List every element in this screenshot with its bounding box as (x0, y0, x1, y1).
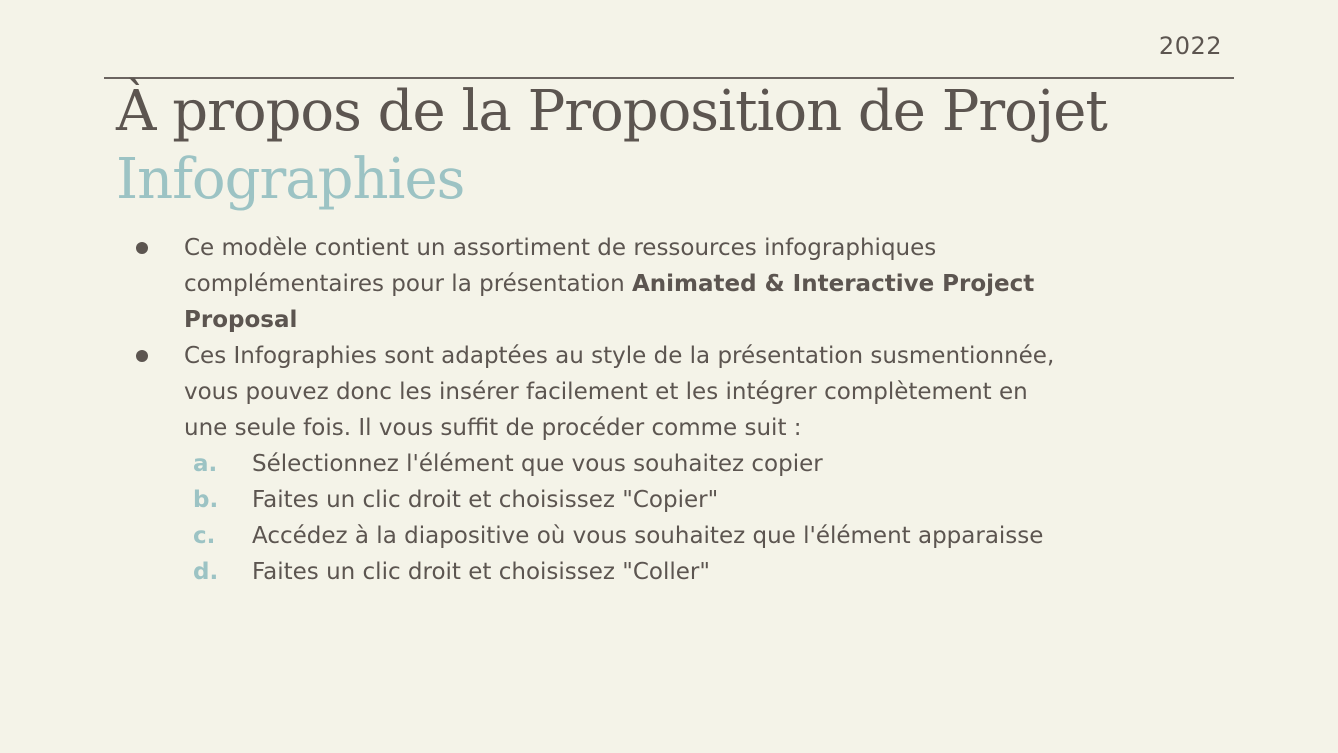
bullet-text: Ces Infographies sont adaptées au style de la présentation susmentionnée, vous pouvez donc les insérer facilement et les intégrer complètement en une seule fois. Il vous suffit de procéder comme suit : (184, 343, 1055, 441)
bullet-list (136, 230, 1066, 590)
step-item (184, 482, 1066, 518)
slide-content (136, 230, 1066, 590)
bullet-bold-text: Animated & Interactive Project Proposal (184, 271, 1035, 333)
step-letter: d. (193, 559, 219, 585)
step-item (184, 518, 1066, 554)
step-list (184, 446, 1066, 590)
page-title: À propos de la Proposition de Projet (116, 79, 1107, 144)
step-letter: b. (193, 487, 219, 513)
step-text: Faites un clic droit et choisissez "Coller" (252, 559, 710, 585)
step-text: Sélectionnez l'élément que vous souhaitez copier (252, 451, 823, 477)
step-text: Faites un clic droit et choisissez "Copier" (252, 487, 719, 513)
step-item (184, 446, 1066, 482)
step-letter: c. (193, 523, 216, 549)
bullet-text: Ce modèle contient un assortiment de ressources infographiques complémentaires pour la présentation (184, 235, 937, 297)
step-letter: a. (193, 451, 218, 477)
bullet-icon (136, 350, 148, 362)
page-subtitle: Infographies (116, 147, 465, 212)
bullet-item (136, 230, 1066, 338)
year-label: 2022 (1158, 32, 1222, 60)
step-text: Accédez à la diapositive où vous souhaitez que l'élément apparaisse (252, 523, 1044, 549)
step-item (184, 554, 1066, 590)
bullet-icon (136, 242, 148, 254)
bullet-item (136, 338, 1066, 590)
